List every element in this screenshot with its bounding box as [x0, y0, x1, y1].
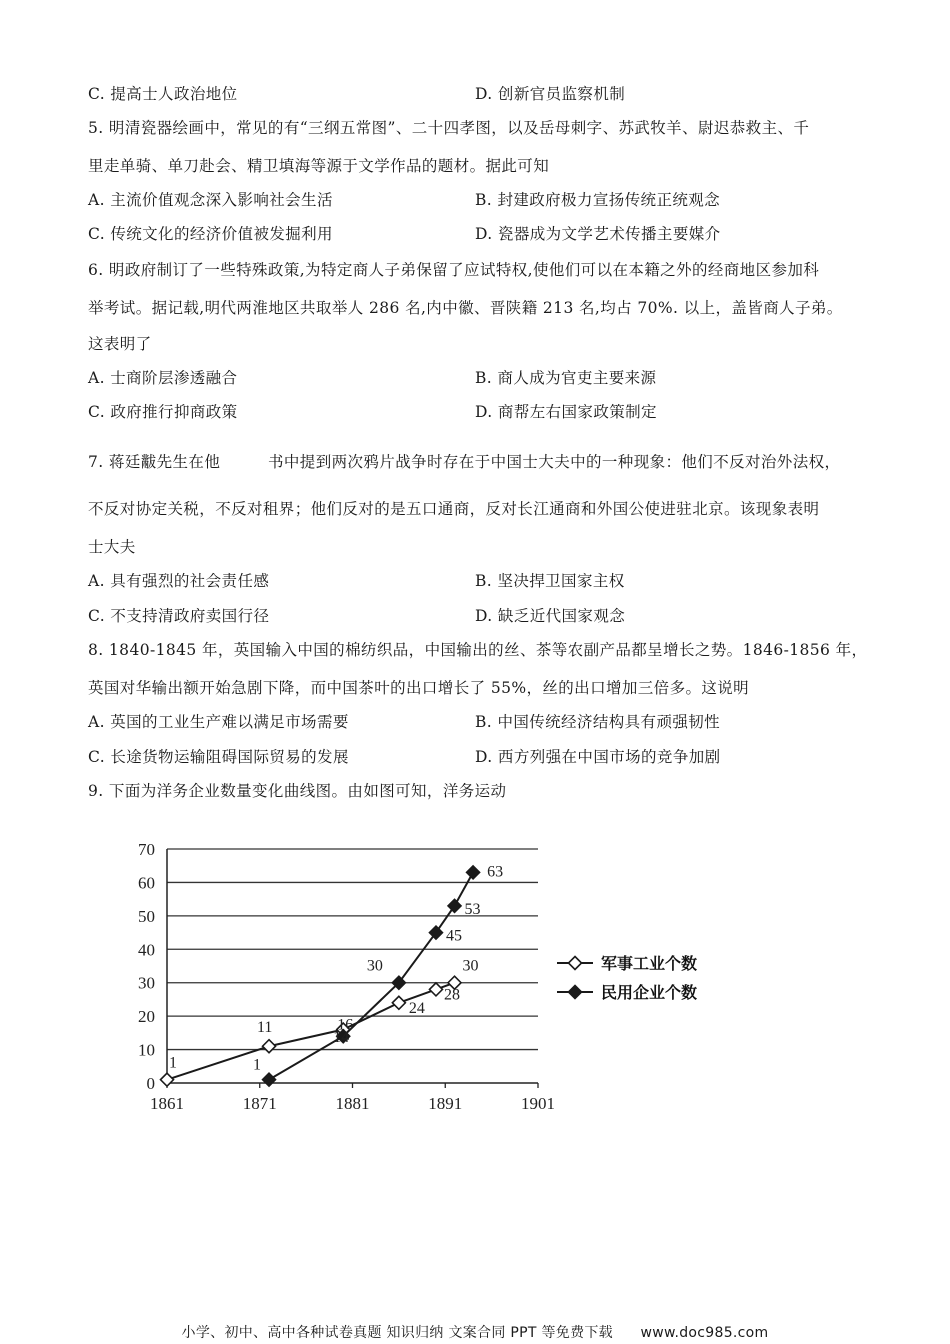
x-tick-label-1901: 1901	[521, 1094, 555, 1113]
q7-option-c: C. 不支持清政府卖国行径	[88, 607, 270, 625]
series-2-point-6	[467, 866, 480, 879]
series-1-label-1: 1	[169, 1054, 177, 1072]
x-tick-label-1881: 1881	[335, 1094, 370, 1113]
q7-stem-line2: 不反对协定关税，不反对租界；他们反对的是五口通商，反对长江通商和外国公使进驻北京。该现象表明	[88, 500, 820, 518]
q8-option-d: D. 西方列强在中国市场的竞争加剧	[475, 748, 721, 766]
series-1-point-5	[429, 983, 442, 996]
x-tick-label-1891: 1891	[428, 1094, 463, 1113]
q6-option-d: D. 商帮左右国家政策制定	[475, 403, 657, 421]
legend-label-1: 军事工业个数	[601, 954, 698, 973]
series-1-label-3: 16	[337, 1016, 354, 1034]
series-1-point-4	[392, 996, 405, 1009]
line-chart	[0, 830, 950, 1130]
q5-option-c: C. 传统文化的经济价值被发掘利用	[88, 225, 333, 243]
q5-stem-line1: 5. 明清瓷器绘画中，常见的有“三纲五常图”、二十四孝图，以及岳母刺字、苏武牧羊、尉迟恭救主、千	[88, 119, 810, 137]
footer-url[interactable]: www.doc985.com	[640, 1325, 769, 1341]
y-tick-label-30: 30	[138, 973, 155, 993]
q7-option-a: A. 具有强烈的社会责任感	[88, 572, 270, 590]
q7-stem-line3: 士大夫	[88, 538, 136, 556]
y-tick-label-60: 60	[138, 873, 155, 893]
series-2-point-5	[448, 899, 461, 912]
series-2-label-6: 63	[487, 863, 504, 881]
q9-stem: 9. 下面为洋务企业数量变化曲线图。由如图可知，洋务运动	[88, 782, 507, 800]
footer-text: 小学、初中、高中各种试卷真题 知识归纳 文案合同 PPT 等免费下载	[181, 1325, 613, 1341]
q6-option-b: B. 商人成为官吏主要来源	[475, 369, 657, 387]
q8-option-a: A. 英国的工业生产难以满足市场需要	[88, 713, 349, 731]
y-tick-label-20: 20	[138, 1007, 155, 1027]
series-1-label-2: 11	[257, 1019, 273, 1037]
q5-option-d: D. 瓷器成为文学艺术传播主要媒介	[475, 225, 721, 243]
series-1-label-4: 24	[408, 999, 425, 1017]
series-2-point-1	[263, 1073, 276, 1086]
q5-option-b: B. 封建政府极力宣扬传统正统观念	[475, 191, 721, 209]
q4-option-d: D. 创新官员监察机制	[475, 85, 626, 103]
q4-option-c: C. 提高士人政治地位	[88, 85, 238, 103]
series-1-point-2	[263, 1040, 276, 1053]
q7-stem-line1a: 7. 蒋廷黻先生在他	[88, 453, 221, 471]
q6-option-a: A. 士商阶层渗透融合	[88, 369, 238, 387]
x-tick-label-1861: 1861	[150, 1094, 184, 1113]
y-tick-label-10: 10	[138, 1040, 155, 1060]
q8-stem-line2: 英国对华输出额开始急剧下降，而中国茶叶的出口增长了 55%，丝的出口增加三倍多。这说明	[88, 679, 750, 697]
q5-option-a: A. 主流价值观念深入影响社会生活	[88, 191, 333, 209]
q7-option-b: B. 坚决捍卫国家主权	[475, 572, 625, 590]
legend-label-2: 民用企业个数	[601, 983, 698, 1002]
x-tick-label-1871: 1871	[242, 1094, 277, 1113]
q8-stem-line1: 8. 1840-1845 年，英国输入中国的棉纺织品，中国输出的丝、茶等农副产品都呈增长之势。1846-1856 年，	[88, 641, 868, 659]
q8-option-c: C. 长途货物运输阻碍国际贸易的发展	[88, 748, 349, 766]
q7-option-d: D. 缺乏近代国家观念	[475, 607, 626, 625]
legend-marker-1	[569, 957, 582, 970]
series-line-2	[269, 872, 473, 1079]
q8-option-b: B. 中国传统经济结构具有顽强韧性	[475, 713, 721, 731]
series-2-label-1: 1	[253, 1056, 262, 1074]
series-1-label-5: 28	[443, 986, 460, 1004]
series-line-1	[167, 983, 455, 1080]
series-2-label-4: 45	[445, 927, 462, 945]
series-1-point-1	[161, 1073, 174, 1086]
series-2-label-2: 14	[333, 1029, 350, 1047]
q6-stem-line1: 6. 明政府制订了一些特殊政策,为特定商人子弟保留了应试特权,使他们可以在本籍之外的经商地区参加科	[88, 261, 820, 279]
series-1-label-6: 30	[462, 957, 479, 975]
footer	[0, 1322, 950, 1342]
q5-stem-line2: 里走单骑、单刀赴会、精卫填海等源于文学作品的题材。据此可知	[88, 157, 550, 175]
y-tick-label-0: 0	[146, 1074, 155, 1093]
series-2-label-5: 53	[464, 900, 481, 918]
q7-stem-line1b: 书中提到两次鸦片战争时存在于中国士大夫中的一种现象：他们不反对治外法权，	[268, 453, 841, 471]
series-2-label-3: 30	[366, 957, 383, 975]
y-tick-label-50: 50	[138, 906, 155, 926]
legend-marker-2	[569, 986, 582, 999]
q6-option-c: C. 政府推行抑商政策	[88, 403, 238, 421]
y-tick-label-70: 70	[138, 840, 155, 859]
q6-stem-line2: 举考试。据记载,明代两淮地区共取举人 286 名,内中徽、晋陕籍 213 名,均占 70%. 以上，盖皆商人子弟。	[88, 299, 843, 317]
y-tick-label-40: 40	[138, 940, 155, 960]
q6-stem-line3: 这表明了	[88, 335, 152, 353]
